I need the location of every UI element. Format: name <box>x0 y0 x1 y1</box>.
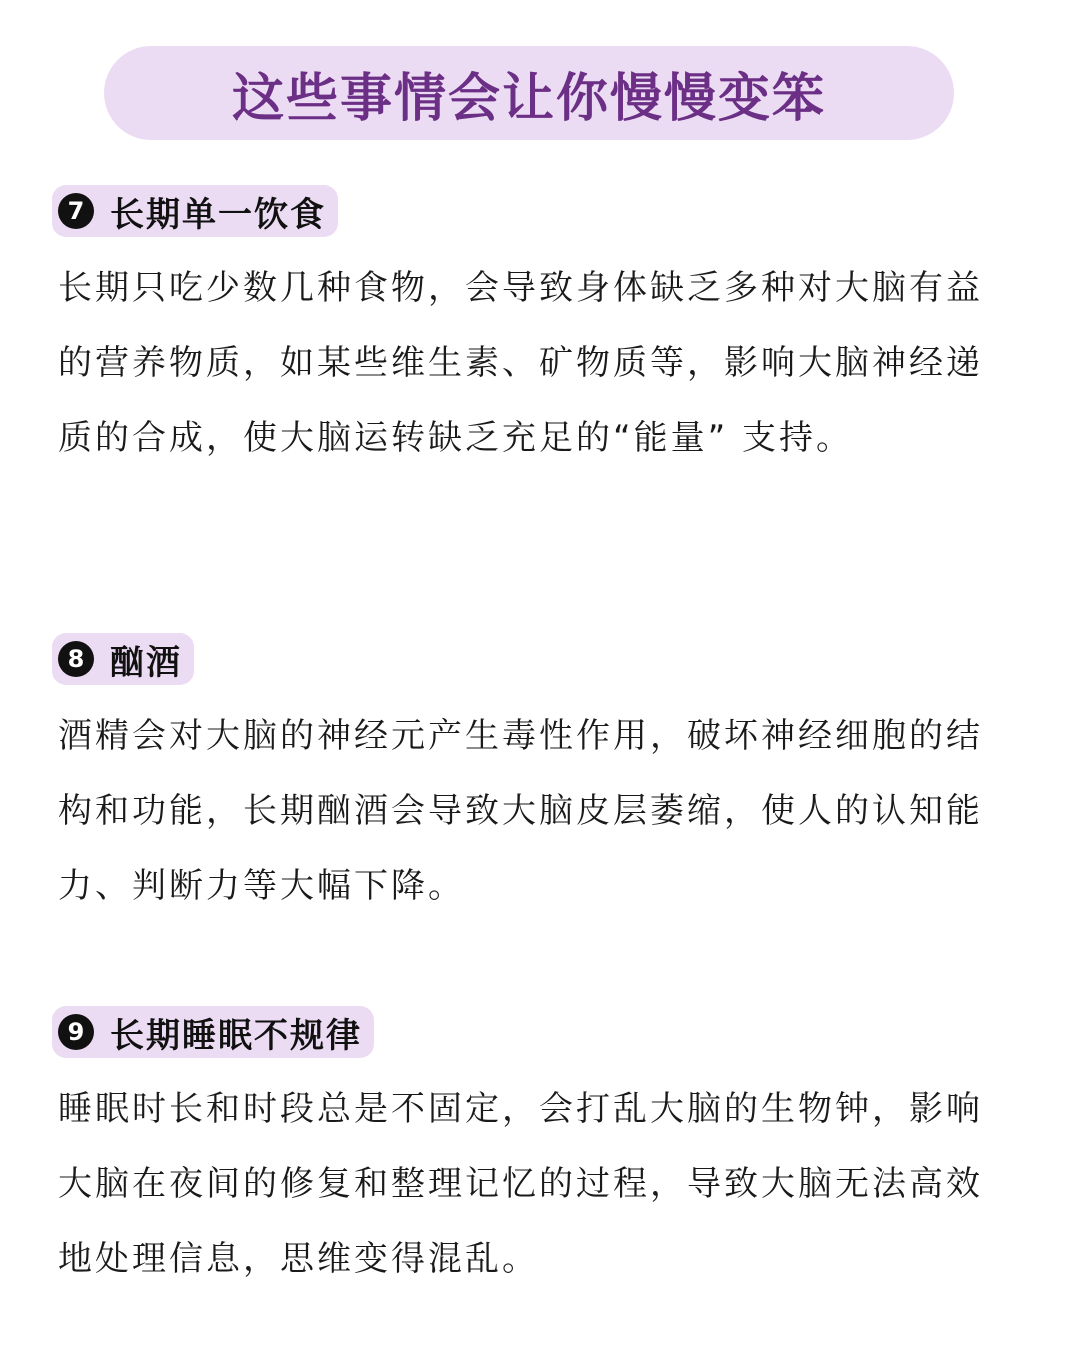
section-heading <box>52 633 194 685</box>
section-body: 酒精会对大脑的神经元产生毒性作用，破坏神经细胞的结构和功能，长期酗酒会导致大脑皮层萎缩，使人的认知能力、判断力等大幅下降。 <box>58 716 983 906</box>
section-heading <box>52 185 338 237</box>
section-body: 睡眠时长和时段总是不固定，会打乱大脑的生物钟，影响大脑在夜间的修复和整理记忆的过程，导致大脑无法高效地处理信息，思维变得混乱。 <box>58 1089 983 1279</box>
number-badge: 7 <box>58 193 94 229</box>
number-badge: 8 <box>58 641 94 677</box>
page-title: 这些事情会让你慢慢变笨 <box>231 68 826 129</box>
section-body: 长期只吃少数几种食物，会导致身体缺乏多种对大脑有益的营养物质，如某些维生素、矿物质等，影响大脑神经递质的合成，使大脑运转缺乏充足的“能量” 支持。 <box>58 268 983 458</box>
section-irregular-sleep <box>52 1006 1012 1297</box>
section-heading-text: 长期单一饮食 <box>110 194 326 235</box>
number-badge: 9 <box>58 1014 94 1050</box>
section-heading-text: 长期睡眠不规律 <box>110 1015 362 1056</box>
section-heading-text: 酗酒 <box>110 642 182 683</box>
section-long-term-single-diet <box>52 185 1012 476</box>
section-heading <box>52 1006 374 1058</box>
section-heavy-drinking <box>52 633 1012 924</box>
title-banner <box>104 46 954 140</box>
